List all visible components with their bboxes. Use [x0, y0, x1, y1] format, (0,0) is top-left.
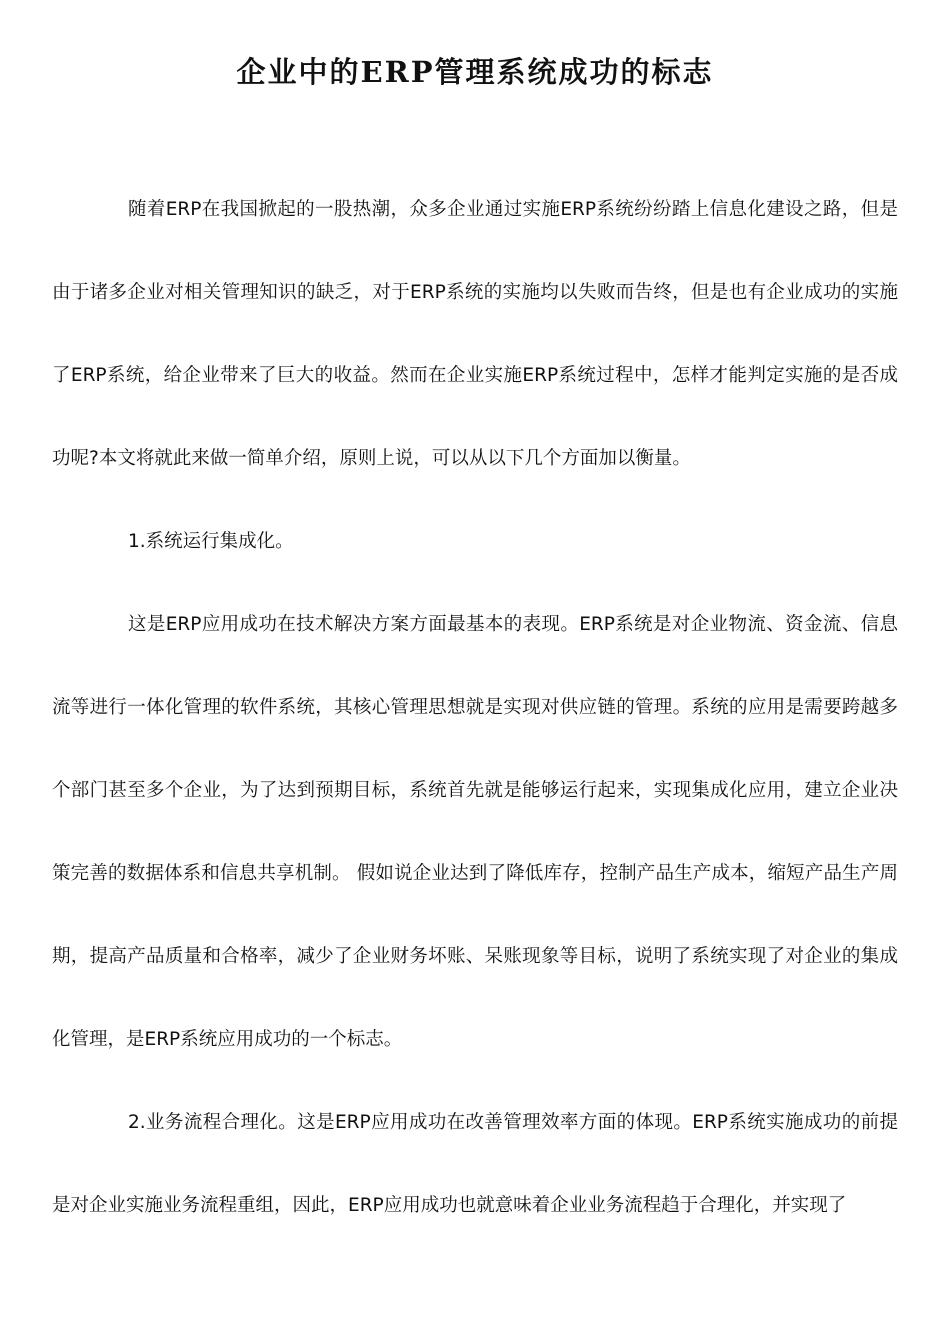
paragraph-intro: 随着ERP在我国掀起的一股热潮，众多企业通过实施ERP系统纷纷踏上信息化建设之路，但是由于诸多企业对相关管理知识的缺乏，对于ERP系统的实施均以失败而告终，但是也有企业成功的实施了ERP系统，给企业带来了巨大的收益。然而在企业实施ERP系统过程中，怎样才能判定实施的是否成功呢?本文将就此来做一简单介绍，原则上说，可以从以下几个方面加以衡量。 — [52, 199, 899, 469]
document-body — [52, 168, 898, 1247]
paragraph-section-1: 这是ERP应用成功在技术解决方案方面最基本的表现。ERP系统是对企业物流、资金流、信息流等进行一体化管理的软件系统，其核心管理思想就是实现对供应链的管理。系统的应用是需要跨越多个部门甚至多个企业，为了达到预期目标，系统首先就是能够运行起来，实现集成化应用，建立企业决策完善的数据体系和信息共享机制。 假如说企业达到了降低库存，控制产品生产成本，缩短产品生产周期，提高产品质量和合格率，减少了企业财务坏账、呆账现象等目标，说明了系统实现了对企业的集成化管理，是ERP系统应用成功的一个标志。 — [52, 614, 898, 1050]
paragraph-section-2: 2.业务流程合理化。这是ERP应用成功在改善管理效率方面的体现。ERP系统实施成功的前提是对企业实施业务流程重组，因此，ERP应用成功也就意味着企业业务流程趋于合理化，并实现了 — [52, 1112, 898, 1216]
document-title: 企业中的ERP管理系统成功的标志 — [236, 55, 714, 89]
section-heading-1: 1.系统运行集成化。 — [128, 531, 294, 552]
